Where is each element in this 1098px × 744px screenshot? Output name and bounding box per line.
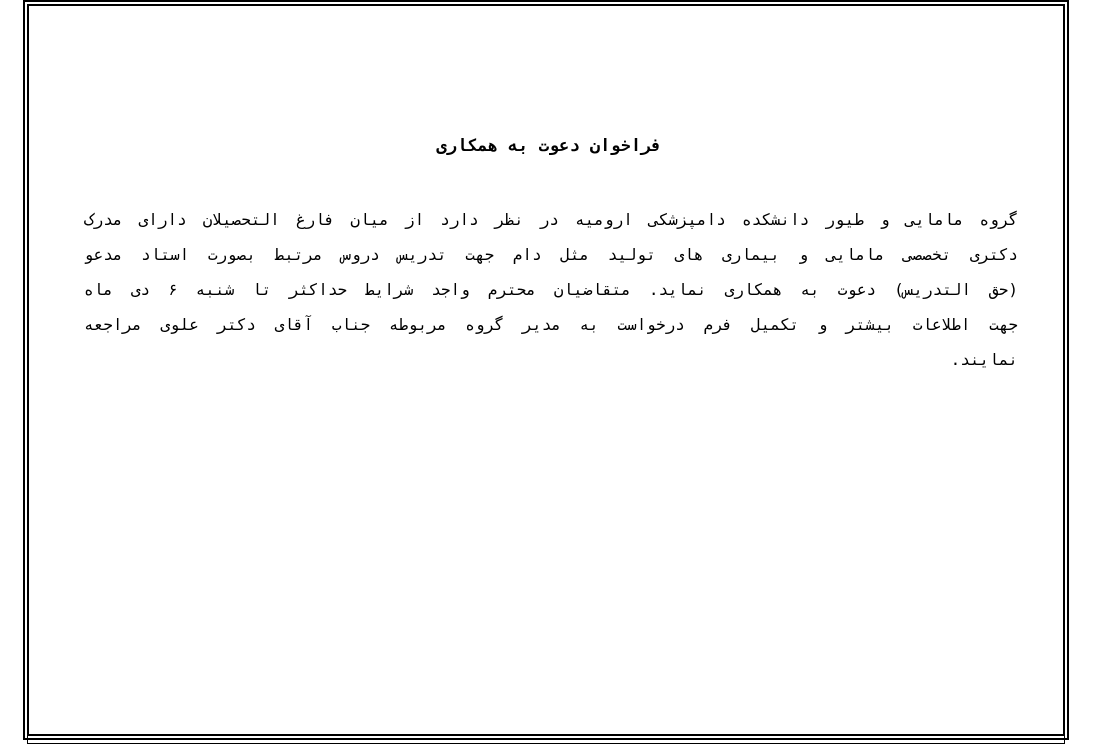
document-title: فراخوان دعوت به همکاری	[436, 136, 662, 156]
document-body: گروه مامایی و طیور دانشکده دامپزشکی ارومیه در نظر دارد از میان فارغ التحصیلان دارای مدرک دکتری تخصصی مامایی و بیماری های تولید مثل دام جهت تدریس دروس مرتبط بصورت استاد مدعو (حق التدریس) دعوت به همکاری نماید. متقاضیان محترم واجد شرایط حداکثر تا شنبه ۶ دی ماه جهت اطلاعات بیشتر و تکمیل فرم درخواست به مدیر گروه مربوطه جناب آقای دکتر علوی مراجعه نمایند.	[84, 210, 1018, 369]
